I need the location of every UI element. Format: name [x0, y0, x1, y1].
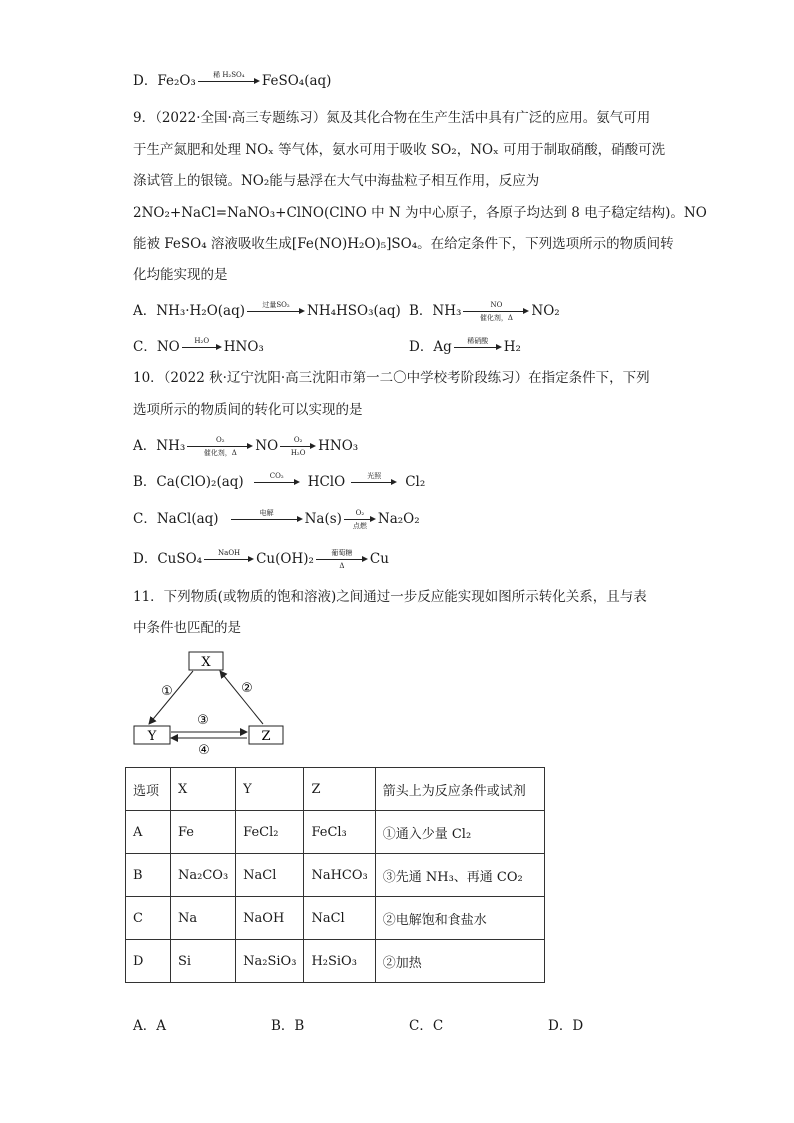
reaction-arrow — [454, 337, 502, 358]
product: H₂ — [503, 339, 521, 355]
table-cell: Fe — [171, 811, 236, 854]
species: NH₃ — [156, 438, 186, 454]
q10-option-d[interactable] — [133, 549, 389, 570]
reactant: Fe₂O₃ — [157, 73, 196, 89]
arrow-condition-below — [454, 350, 502, 358]
arrow-condition-below — [231, 522, 303, 530]
header-cell: 箭头上为反应条件或试剂 — [375, 768, 544, 811]
q9-line-6: 化均能实现的是 — [133, 267, 228, 283]
arrow-condition-below — [254, 485, 300, 493]
q8-option-d — [133, 71, 331, 92]
option-label: C． — [133, 339, 157, 355]
table-cell: NaCl — [304, 897, 375, 940]
q9-option-b[interactable] — [409, 301, 560, 322]
reaction-arrow — [254, 472, 300, 493]
table-cell: Na₂CO₃ — [171, 854, 236, 897]
reaction-arrow — [344, 509, 376, 530]
conversion-diagram — [125, 648, 295, 758]
label-z: Z — [261, 729, 271, 744]
arrow-condition: NO — [490, 301, 503, 309]
species: Cl₂ — [405, 474, 426, 490]
q10-line-1: 10．（2022 秋·辽宁沈阳·高三沈阳市第一二〇中学校考阶段练习）在指定条件下，下列 — [133, 370, 650, 386]
label-4: ④ — [198, 743, 210, 758]
table-row — [126, 854, 545, 897]
reaction-arrow — [204, 549, 254, 570]
product: NH₄HSO₃(aq) — [307, 303, 401, 319]
arrow-condition-below: 催化剂，Δ — [479, 314, 513, 322]
table-cell: ②电解饱和食盐水 — [375, 897, 544, 940]
q11-answer-b[interactable]: B．B — [271, 1018, 305, 1034]
table-header-row — [126, 768, 545, 811]
table-cell: ①通入少量 Cl₂ — [375, 811, 544, 854]
species: CuSO₄ — [157, 551, 203, 567]
header-cell: X — [171, 768, 236, 811]
arrow-condition: O₂ — [293, 436, 303, 444]
arrow-condition-below: 催化剂，Δ — [203, 449, 237, 457]
table-row — [126, 940, 545, 983]
arrow-condition-below — [182, 350, 222, 358]
q9-option-c[interactable] — [133, 337, 264, 358]
q10-line-2: 选项所示的物质间的转化可以实现的是 — [133, 402, 363, 418]
arrow-condition: NaOH — [218, 549, 241, 557]
reaction-arrow — [247, 301, 305, 322]
option-label: A． — [133, 303, 157, 319]
table-cell: NaHCO₃ — [304, 854, 375, 897]
arrow-condition-below — [204, 562, 254, 570]
q10-option-a[interactable] — [133, 436, 358, 457]
table-cell: NaCl — [236, 854, 304, 897]
table-cell: C — [126, 897, 171, 940]
reactant: Ag — [433, 339, 452, 355]
option-label: B． — [133, 474, 157, 490]
table-cell: ③先通 NH₃、再通 CO₂ — [375, 854, 544, 897]
arrow-condition: 稀 H₂SO₄ — [213, 71, 245, 79]
table-cell: NaOH — [236, 897, 304, 940]
q11-answer-c[interactable]: C．C — [409, 1018, 444, 1034]
reaction-arrow — [351, 472, 397, 493]
table-cell: Na₂SiO₃ — [236, 940, 304, 983]
label-y: Y — [147, 729, 157, 744]
option-label: C． — [133, 511, 157, 527]
q10-option-c[interactable] — [133, 509, 420, 530]
reaction-arrow — [463, 301, 529, 322]
q11-answer-d[interactable]: D．D — [548, 1018, 584, 1034]
species: HClO — [307, 474, 346, 490]
table-cell: B — [126, 854, 171, 897]
product: FeSO₄(aq) — [261, 73, 332, 89]
arrow-condition: CO₂ — [269, 472, 284, 480]
q11-line-2: 中条件也匹配的是 — [133, 620, 241, 636]
q9-option-a[interactable] — [133, 301, 401, 322]
species: Na₂O₂ — [377, 511, 420, 527]
header-cell: Y — [236, 768, 304, 811]
reactant: NH₃ — [432, 303, 462, 319]
arrow-condition: H₂O — [194, 337, 210, 345]
option-label: D． — [133, 73, 158, 89]
arrow-condition: O₂ — [215, 436, 225, 444]
table-row — [126, 811, 545, 854]
option-label: A． — [133, 438, 157, 454]
label-1: ① — [161, 684, 173, 699]
species: HNO₃ — [318, 438, 359, 454]
header-cell: 选项 — [126, 768, 171, 811]
product: NO₂ — [531, 303, 560, 319]
label-x: X — [201, 655, 211, 670]
product: HNO₃ — [223, 339, 264, 355]
arrow-condition: 葡萄糖 — [331, 549, 353, 557]
species: Cu — [369, 551, 389, 567]
label-2: ② — [241, 681, 253, 696]
table-cell: H₂SiO₃ — [304, 940, 375, 983]
reaction-arrow — [231, 509, 303, 530]
species: Na(s) — [304, 511, 342, 527]
q10-option-b[interactable] — [133, 472, 425, 493]
table-cell: ②加热 — [375, 940, 544, 983]
label-3: ③ — [197, 713, 209, 728]
species: Cu(OH)₂ — [256, 551, 314, 567]
reaction-arrow — [187, 436, 253, 457]
q9-option-d[interactable] — [409, 337, 521, 358]
q9-line-3: 涤试管上的银镜。NO₂能与悬浮在大气中海盐粒子相互作用，反应为 — [133, 173, 540, 189]
arrow-condition-below: H₂O — [290, 449, 306, 457]
arrow-2 — [220, 671, 263, 724]
arrow-condition-below: 点燃 — [352, 522, 367, 530]
table-cell: Na — [171, 897, 236, 940]
reaction-arrow — [198, 71, 260, 92]
arrow-condition: 稀硝酸 — [467, 337, 489, 345]
q9-line-5: 能被 FeSO₄ 溶液吸收生成[Fe(NO)H₂O)₅]SO₄。在给定条件下，下列选项所示的物质间转 — [133, 236, 674, 252]
arrow-condition-below: Δ — [339, 562, 345, 570]
options-table — [125, 767, 545, 983]
q11-line-1: 11．下列物质(或物质的饱和溶液)之间通过一步反应能实现如图所示转化关系，且与表 — [133, 589, 647, 605]
arrow-condition: 光照 — [367, 472, 382, 480]
option-label: D． — [409, 339, 434, 355]
q9-line-1: 9．（2022·全国·高三专题练习）氮及其化合物在生产生活中具有广泛的应用。氨气可用 — [133, 110, 651, 126]
species: Ca(ClO)₂(aq) — [156, 474, 244, 490]
reactant: NH₃·H₂O(aq) — [156, 303, 246, 319]
arrow-condition-below — [351, 485, 397, 493]
q9-line-2: 于生产氮肥和处理 NOₓ 等气体，氨水可用于吸收 SO₂，NOₓ 可用于制取硝酸，硝酸可洗 — [133, 142, 666, 158]
species: NaCl(aq) — [156, 511, 219, 527]
header-cell: Z — [304, 768, 375, 811]
reactant: NO — [156, 339, 180, 355]
table-cell: FeCl₂ — [236, 811, 304, 854]
arrow-condition: 过量SO₂ — [262, 301, 290, 309]
table-cell: A — [126, 811, 171, 854]
reaction-arrow — [182, 337, 222, 358]
table-cell: Si — [171, 940, 236, 983]
species: NO — [255, 438, 279, 454]
option-label: B． — [409, 303, 433, 319]
option-label: D． — [133, 551, 158, 567]
arrow-condition: O₂ — [355, 509, 365, 517]
table-cell: FeCl₃ — [304, 811, 375, 854]
reaction-arrow — [316, 549, 368, 570]
table-row — [126, 897, 545, 940]
q11-answer-a[interactable]: A．A — [133, 1018, 166, 1034]
arrow-condition-below — [247, 314, 305, 322]
table-cell: D — [126, 940, 171, 983]
reaction-arrow — [280, 436, 316, 457]
q9-line-4: 2NO₂+NaCl=NaNO₃+ClNO(ClNO 中 N 为中心原子，各原子均达到 8 电子稳定结构)。NO — [133, 205, 707, 221]
arrow-condition: 电解 — [259, 509, 274, 517]
